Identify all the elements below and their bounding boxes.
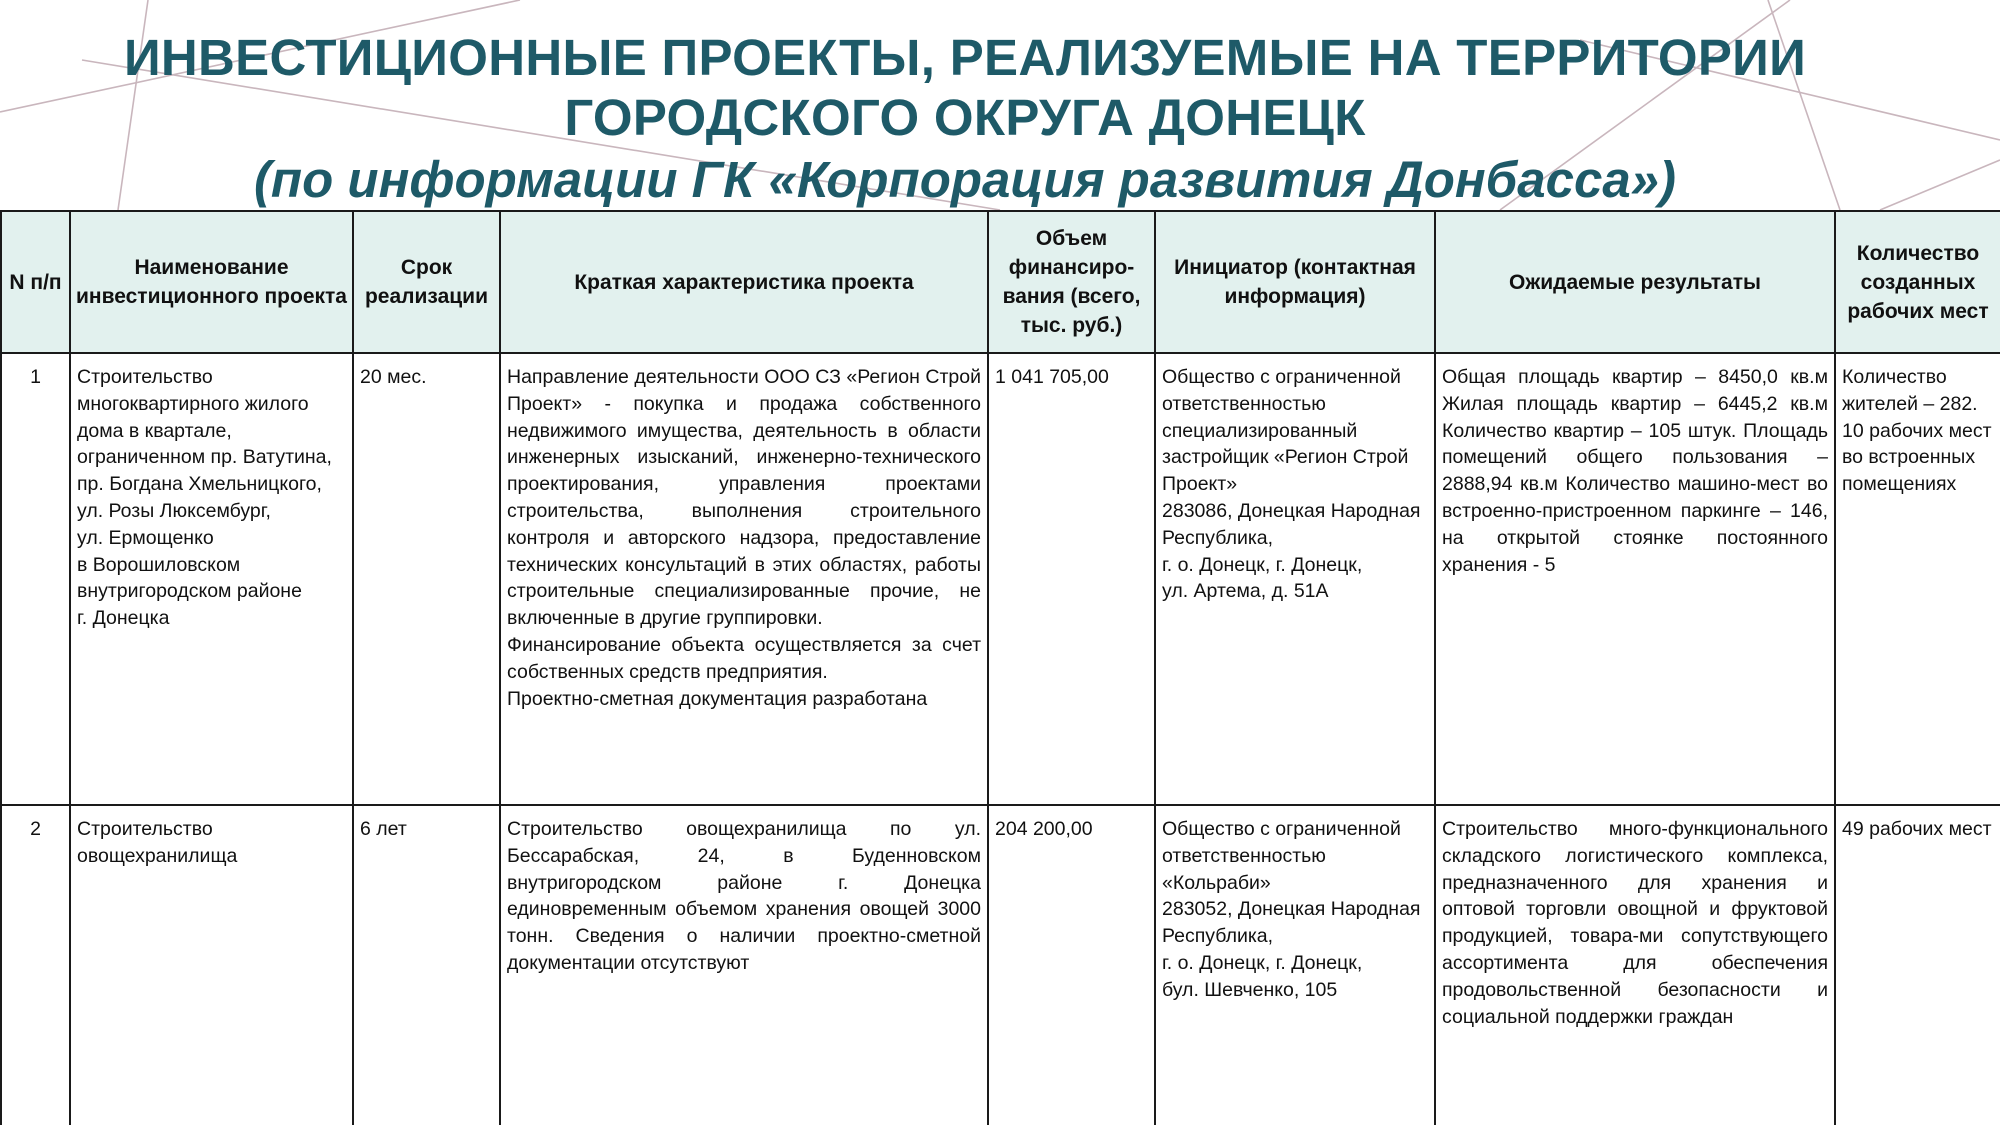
cell-num: 1	[1, 353, 70, 805]
cell-term: 20 мес.	[353, 353, 500, 805]
cell-results: Строительство много-функционального складского логистического комплекса, предназначенного для хранения и оптовой торговли овощной и фруктовой продукцией, товара-ми сопутствующего ассортимента для обеспечения продовольственной безопасности и социальной поддержки граждан	[1435, 805, 1835, 1125]
table-row	[1, 805, 2000, 1125]
header-description: Краткая характеристика проекта	[500, 211, 988, 353]
header-num: N п/п	[1, 211, 70, 353]
cell-funding: 204 200,00	[988, 805, 1155, 1125]
cell-description: Направление деятельности ООО СЗ «Регион Строй Проект» - покупка и продажа собственного недвижимого имущества, деятельность в области инженерных изысканий, инженерно-технического проектирования, управления проектами строительства, выполнения строительного контроля и авторского надзора, предоставление технических консультаций в этих областях, работы строительные специализированные прочие, не включенные в другие группировки. Финансирование объекта осуществляется за счет собственных средств предприятия. Проектно-сметная документация разработана	[500, 353, 988, 805]
cell-jobs: Количество жителей – 282. 10 рабочих мест во встроенных помещениях	[1835, 353, 2000, 805]
projects-table	[0, 210, 2000, 1125]
table-header-row	[1, 211, 2000, 353]
cell-results: Общая площадь квартир – 8450,0 кв.м Жилая площадь квартир – 6445,2 кв.м Количество квартир – 105 штук. Площадь помещений общего пользования – 2888,94 кв.м Количество машино-мест во встроенно-пристроенном паркинге – 146, на открытой стоянке постоянного хранения - 5	[1435, 353, 1835, 805]
header-funding: Объем финансиро-вания (всего, тыс. руб.)	[988, 211, 1155, 353]
cell-project-name: Строительство многоквартирного жилого дома в квартале, ограниченном пр. Ватутина, пр. Богдана Хмельницкого, ул. Розы Люксембург, ул. Ермощенко в Ворошиловском внутригородском районе г. Донецка	[70, 353, 353, 805]
page-title-line-2: ГОРОДСКОГО ОКРУГА ДОНЕЦК	[564, 89, 1366, 146]
cell-jobs: 49 рабочих мест	[1835, 805, 2000, 1125]
header-project-name: Наименование инвестиционного проекта	[70, 211, 353, 353]
page-title-line-1: ИНВЕСТИЦИОННЫЕ ПРОЕКТЫ, РЕАЛИЗУЕМЫЕ НА ТЕРРИТОРИИ	[123, 29, 1807, 86]
cell-project-name: Строительство овощехранилища	[70, 805, 353, 1125]
cell-term: 6 лет	[353, 805, 500, 1125]
table-row	[1, 353, 2000, 805]
cell-num: 2	[1, 805, 70, 1125]
page-subtitle: (по информации ГК «Корпорация развития Донбасса»)	[253, 151, 1677, 208]
header-term: Срок реализации	[353, 211, 500, 353]
header-initiator: Инициатор (контактная информация)	[1155, 211, 1435, 353]
title-block	[0, 28, 1930, 212]
header-jobs: Количество созданных рабочих мест	[1835, 211, 2000, 353]
header-results: Ожидаемые результаты	[1435, 211, 1835, 353]
cell-initiator: Общество с ограниченной ответственностью специализированный застройщик «Регион Строй Проект» 283086, Донецкая Народная Республика, г. о. Донецк, г. Донецк, ул. Артема, д. 51А	[1155, 353, 1435, 805]
cell-description: Строительство овощехранилища по ул. Бессарабская, 24, в Буденновском внутригородском районе г. Донецка единовременным объемом хранения овощей 3000 тонн. Сведения о наличии проектно-сметной документации отсутствуют	[500, 805, 988, 1125]
cell-funding: 1 041 705,00	[988, 353, 1155, 805]
cell-initiator: Общество с ограниченной ответственностью «Кольраби» 283052, Донецкая Народная Республика, г. о. Донецк, г. Донецк, бул. Шевченко, 105	[1155, 805, 1435, 1125]
